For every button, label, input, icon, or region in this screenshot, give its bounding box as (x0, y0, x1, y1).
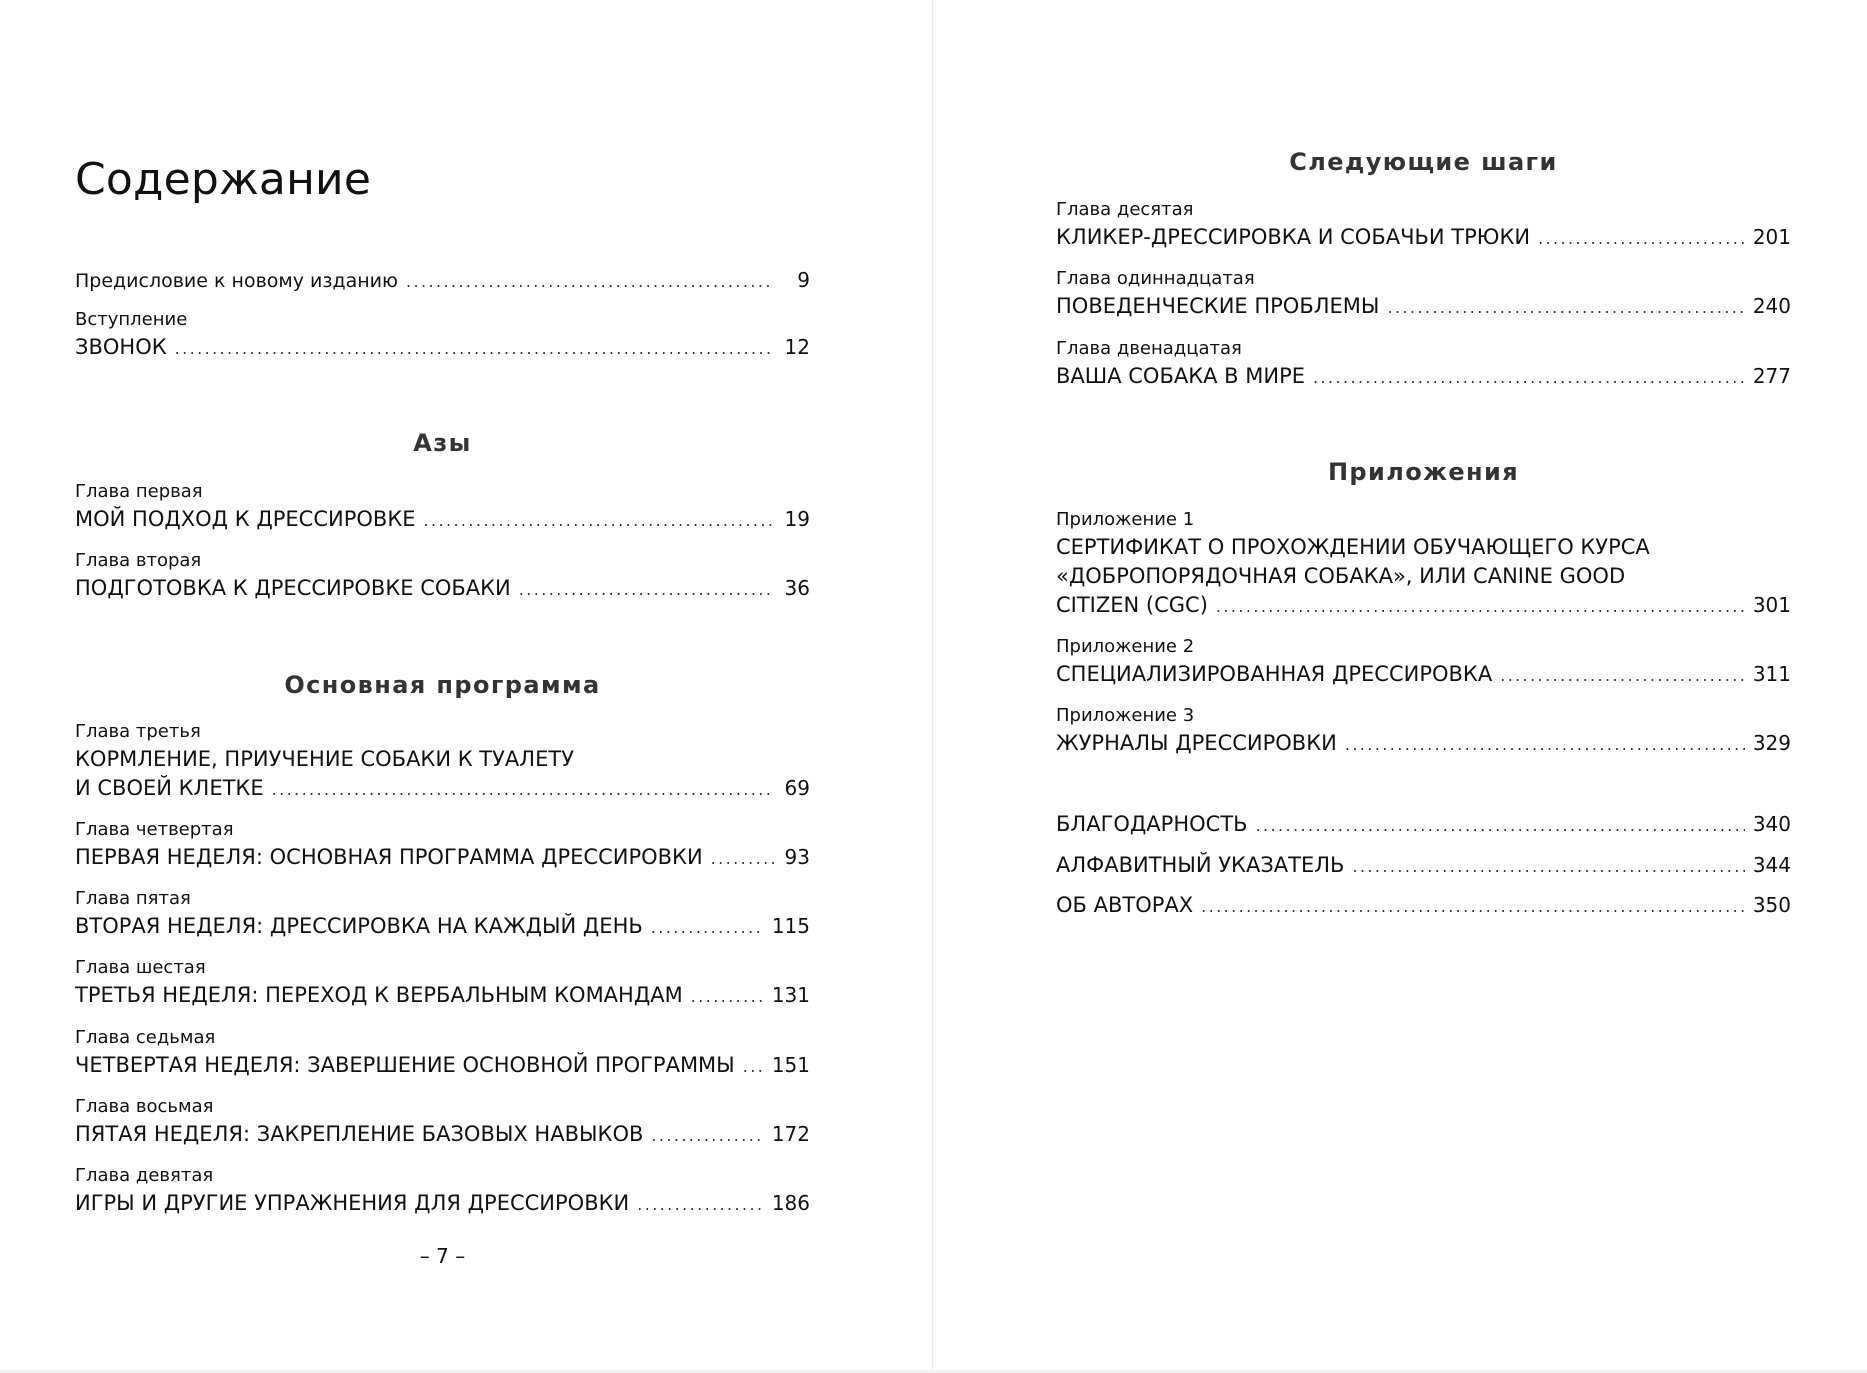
entry-title: СПЕЦИАЛИЗИРОВАННАЯ ДРЕССИРОВКА (1056, 662, 1493, 686)
entry-label: Глава двенадцатая (1056, 338, 1242, 359)
entry-title: ПЯТАЯ НЕДЕЛЯ: ЗАКРЕПЛЕНИЕ БАЗОВЫХ НАВЫКОВ (75, 1122, 644, 1146)
page-folio: – 7 – (419, 1244, 466, 1268)
page-number: 344 (1752, 853, 1791, 877)
entry-line (1056, 362, 1791, 392)
entry-title: ПОДГОТОВКА К ДРЕССИРОВКЕ СОБАКИ (75, 576, 511, 600)
entry-line (75, 843, 810, 873)
toc-entry-index[interactable] (1056, 851, 1791, 881)
entry-label: Глава седьмая (75, 1027, 216, 1048)
page-number: 201 (1752, 225, 1791, 249)
entry-line (75, 1051, 810, 1081)
entry-title: ОБ АВТОРАХ (1056, 893, 1194, 917)
entry-title: ПОВЕДЕНЧЕСКИЕ ПРОБЛЕМЫ (1056, 294, 1380, 318)
leader-dots (1201, 892, 1745, 921)
leader-dots (1387, 293, 1744, 322)
entry-label: Вступление (75, 309, 188, 330)
entry-line (75, 505, 810, 535)
entry-label: Глава четвертая (75, 819, 234, 840)
leader-dots (743, 1052, 764, 1081)
entry-label: Глава шестая (75, 957, 206, 978)
toc-entry-preface[interactable] (75, 266, 810, 296)
toc-entry-about-authors[interactable] (1056, 891, 1791, 921)
entry-title-line: КОРМЛЕНИЕ, ПРИУЧЕНИЕ СОБАКИ К ТУАЛЕТУ (75, 747, 574, 771)
toc-entry-chapter-8[interactable] (75, 1094, 810, 1150)
entry-line (75, 333, 810, 363)
entry-title: CITIZEN (CGC) (1056, 593, 1208, 617)
toc-entry-introduction[interactable] (75, 307, 810, 363)
page-number: 240 (1752, 294, 1791, 318)
leader-dots (691, 982, 764, 1011)
page-number: 329 (1752, 731, 1791, 755)
page-number: 12 (784, 335, 810, 359)
entry-label: Глава одиннадцатая (1056, 268, 1255, 289)
page-number: 340 (1752, 812, 1791, 836)
page-number: 151 (771, 1053, 810, 1077)
leader-dots (1256, 811, 1745, 840)
entry-label: Глава вторая (75, 550, 202, 571)
leader-dots (1216, 592, 1745, 621)
page-number: 19 (784, 507, 810, 531)
entry-title: МОЙ ПОДХОД К ДРЕССИРОВКЕ (75, 507, 416, 531)
entry-label: Глава восьмая (75, 1096, 214, 1117)
entry-line (1056, 292, 1791, 322)
entry-line (1056, 851, 1791, 881)
section-title: Основная программа (284, 671, 601, 699)
toc-entry-chapter-1[interactable] (75, 479, 810, 535)
toc-entry-chapter-11[interactable] (1056, 266, 1791, 322)
entry-title: АЛФАВИТНЫЙ УКАЗАТЕЛЬ (1056, 853, 1345, 877)
section-title: Следующие шаги (1289, 148, 1558, 176)
entry-line (1056, 729, 1791, 759)
toc-entry-appendix-1[interactable] (1056, 507, 1791, 621)
leader-dots (1538, 224, 1745, 253)
entry-title: Предисловие к новому изданию (75, 270, 399, 292)
toc-entry-chapter-12[interactable] (1056, 336, 1791, 392)
page-number: 69 (784, 776, 810, 800)
leader-dots (711, 844, 774, 873)
leader-dots (175, 334, 774, 363)
toc-entry-chapter-10[interactable] (1056, 197, 1791, 253)
entry-line (1056, 223, 1791, 253)
toc-entry-chapter-4[interactable] (75, 817, 810, 873)
entry-label: Приложение 3 (1056, 705, 1195, 726)
entry-label: Глава третья (75, 721, 201, 742)
leader-dots (406, 267, 774, 296)
entry-line (1056, 591, 1791, 621)
entry-label: Глава первая (75, 481, 203, 502)
entry-title: ЧЕТВЕРТАЯ НЕДЕЛЯ: ЗАВЕРШЕНИЕ ОСНОВНОЙ ПРОГРАММЫ (75, 1053, 735, 1077)
leader-dots (651, 1121, 763, 1150)
toc-entry-chapter-2[interactable] (75, 548, 810, 604)
entry-label: Глава десятая (1056, 199, 1194, 220)
entry-line (75, 1120, 810, 1150)
toc-entry-chapter-3[interactable] (75, 719, 810, 804)
leader-dots (651, 913, 764, 942)
toc-entry-acknowledgements[interactable] (1056, 810, 1791, 840)
page-number: 350 (1752, 893, 1791, 917)
entry-line (75, 981, 810, 1011)
page-number: 131 (771, 983, 810, 1007)
toc-entry-chapter-7[interactable] (75, 1025, 810, 1081)
entry-line (75, 574, 810, 604)
section-title: Азы (413, 429, 472, 457)
page-number: 115 (771, 914, 810, 938)
entry-line (1056, 660, 1791, 690)
page-number: 277 (1752, 364, 1791, 388)
entry-label: Глава пятая (75, 888, 191, 909)
entry-title: ИГРЫ И ДРУГИЕ УПРАЖНЕНИЯ ДЛЯ ДРЕССИРОВКИ (75, 1191, 630, 1215)
entry-title: ПЕРВАЯ НЕДЕЛЯ: ОСНОВНАЯ ПРОГРАММА ДРЕССИРОВКИ (75, 845, 703, 869)
page-number: 93 (784, 845, 810, 869)
page-number: 172 (771, 1122, 810, 1146)
page-number: 36 (784, 576, 810, 600)
entry-title: ТРЕТЬЯ НЕДЕЛЯ: ПЕРЕХОД К ВЕРБАЛЬНЫМ КОМАНДАМ (75, 983, 683, 1007)
page-number: 186 (771, 1191, 810, 1215)
entry-line (75, 912, 810, 942)
toc-entry-appendix-2[interactable] (1056, 634, 1791, 690)
entry-line (1056, 891, 1791, 921)
entry-title: КЛИКЕР-ДРЕССИРОВКА И СОБАЧЬИ ТРЮКИ (1056, 225, 1531, 249)
entry-line (1056, 810, 1791, 840)
entry-title: БЛАГОДАРНОСТЬ (1056, 812, 1248, 836)
page-number: 301 (1752, 593, 1791, 617)
toc-entry-chapter-5[interactable] (75, 886, 810, 942)
entry-title: И СВОЕЙ КЛЕТКЕ (75, 776, 264, 800)
leader-dots (272, 775, 774, 804)
leader-dots (424, 506, 775, 535)
entry-line (75, 1189, 810, 1219)
entry-line (75, 266, 810, 296)
entry-label: Приложение 1 (1056, 509, 1195, 530)
entry-line (75, 774, 810, 804)
entry-title-line: «ДОБРОПОРЯДОЧНАЯ СОБАКА», ИЛИ CANINE GOOD (1056, 564, 1626, 588)
entry-title: ЗВОНОК (75, 335, 167, 359)
page-number: 9 (797, 268, 810, 292)
entry-title: ЖУРНАЛЫ ДРЕССИРОВКИ (1056, 731, 1337, 755)
leader-dots (1345, 730, 1745, 759)
section-title: Приложения (1327, 458, 1520, 486)
entry-title: ВТОРАЯ НЕДЕЛЯ: ДРЕССИРОВКА НА КАЖДЫЙ ДЕНЬ (75, 914, 643, 938)
toc-entry-chapter-6[interactable] (75, 955, 810, 1011)
page-title: Содержание (75, 154, 372, 205)
leader-dots (519, 575, 774, 604)
entry-label: Глава девятая (75, 1165, 214, 1186)
leader-dots (1500, 661, 1745, 690)
leader-dots (1313, 363, 1745, 392)
leader-dots (637, 1190, 764, 1219)
toc-entry-chapter-9[interactable] (75, 1163, 810, 1219)
toc-entry-appendix-3[interactable] (1056, 703, 1791, 759)
leader-dots (1352, 852, 1744, 881)
left-page (0, 0, 933, 1373)
entry-title-line: СЕРТИФИКАТ О ПРОХОЖДЕНИИ ОБУЧАЮЩЕГО КУРСА (1056, 535, 1650, 559)
page-number: 311 (1752, 662, 1791, 686)
entry-label: Приложение 2 (1056, 636, 1195, 657)
entry-title: ВАША СОБАКА В МИРЕ (1056, 364, 1306, 388)
